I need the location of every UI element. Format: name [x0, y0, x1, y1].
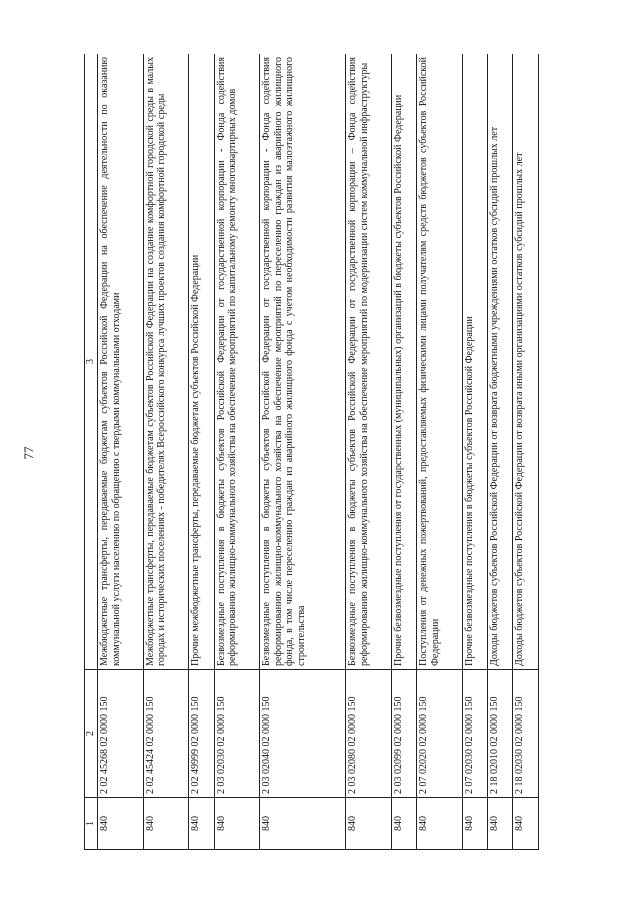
table-row [417, 54, 463, 850]
budget-code-cell: 2 07 02020 02 0000 150 [417, 670, 463, 798]
income-name-cell: Безвозмездные поступления в бюджеты субъектов Российской Федерации от государственной корпорации - Фонда содействия реформированию жилищно-коммунального хозяйства на обеспечение мероприятий по переселению граждан из аварийного жилищного фонда, в том числе переселению граждан из аварийного жилищного фонда с учетом необходимости развития малоэтажного жилищного строительства [260, 54, 346, 670]
budget-code-cell: 2 18 02030 02 0000 150 [513, 670, 539, 798]
rotated-table-container [84, 54, 539, 850]
table-row [98, 54, 144, 850]
income-name-cell: Поступления от денежных пожертвований, предоставляемых физическими лицами получателям средств бюджетов субъектов Российской Федерации [417, 54, 463, 670]
admin-code-cell: 840 [346, 798, 392, 850]
table-row [143, 54, 189, 850]
budget-code-cell: 2 02 45268 02 0000 150 [98, 670, 144, 798]
admin-code-cell: 840 [417, 798, 463, 850]
table-row [260, 54, 346, 850]
income-name-cell: Прочие безвозмездные поступления от государственных (муниципальных) организаций в бюджеты субъектов Российской Федерации [391, 54, 416, 670]
budget-code-cell: 2 18 02010 02 0000 150 [488, 670, 513, 798]
income-name-cell: Безвозмездные поступления в бюджеты субъектов Российской Федерации от государственной корпорации – Фонда содействия реформированию жилищно-коммунального хозяйства на обеспечение мероприятий по модернизации систем коммунальной инфраструктуры [346, 54, 392, 670]
budget-classification-table [84, 54, 539, 850]
column-header-2: 2 [85, 670, 98, 798]
admin-code-cell: 840 [143, 798, 189, 850]
table-row [214, 54, 260, 850]
admin-code-cell: 840 [214, 798, 260, 850]
column-header-3: 3 [85, 54, 98, 670]
column-header-1: 1 [85, 798, 98, 850]
table-row [391, 54, 416, 850]
admin-code-cell: 840 [98, 798, 144, 850]
budget-code-cell: 2 03 02040 02 0000 150 [260, 670, 346, 798]
page-number: 77 [21, 446, 36, 460]
document-sheet [84, 54, 539, 850]
income-name-cell: Прочие межбюджетные трансферты, передаваемые бюджетам субъектов Российской Федерации [189, 54, 214, 670]
table-row [488, 54, 513, 850]
budget-code-cell: 2 02 45424 02 0000 150 [143, 670, 189, 798]
table-header-row [85, 54, 98, 850]
table-row [346, 54, 392, 850]
budget-code-cell: 2 03 02080 02 0000 150 [346, 670, 392, 798]
admin-code-cell: 840 [189, 798, 214, 850]
budget-code-cell: 2 03 02030 02 0000 150 [214, 670, 260, 798]
table-row [462, 54, 487, 850]
budget-code-cell: 2 07 02030 02 0000 150 [462, 670, 487, 798]
budget-code-cell: 2 02 49999 02 0000 150 [189, 670, 214, 798]
admin-code-cell: 840 [260, 798, 346, 850]
income-name-cell: Доходы бюджетов субъектов Российской Федерации от возврата бюджетными учреждениями остатков субсидий прошлых лет [488, 54, 513, 670]
admin-code-cell: 840 [391, 798, 416, 850]
table-row [513, 54, 539, 850]
income-name-cell: Безвозмездные поступления в бюджеты субъектов Российской Федерации от государственной корпорации - Фонда содействия реформированию жилищно-коммунального хозяйства на обеспечение мероприятий по капитальному ремонту многоквартирных домов [214, 54, 260, 670]
admin-code-cell: 840 [513, 798, 539, 850]
admin-code-cell: 840 [488, 798, 513, 850]
admin-code-cell: 840 [462, 798, 487, 850]
table-row [189, 54, 214, 850]
budget-code-cell: 2 03 02099 02 0000 150 [391, 670, 416, 798]
income-name-cell: Межбюджетные трансферты, передаваемые бюджетам субъектов Российской Федерации на создание комфортной городской среды в малых городах и исторических поселениях - победителях Всероссийского конкурса лучших проектов создания комфортной городской среды [143, 54, 189, 670]
income-name-cell: Прочие безвозмездные поступления в бюджеты субъектов Российской Федерации [462, 54, 487, 670]
income-name-cell: Доходы бюджетов субъектов Российской Федерации от возврата иными организациями остатков субсидий прошлых лет [513, 54, 539, 670]
income-name-cell: Межбюджетные трансферты, передаваемые бюджетам субъектов Российской Федерации на обеспечение деятельности по оказанию коммунальной услуги населению по обращению с твердыми коммунальными отходами [98, 54, 144, 670]
